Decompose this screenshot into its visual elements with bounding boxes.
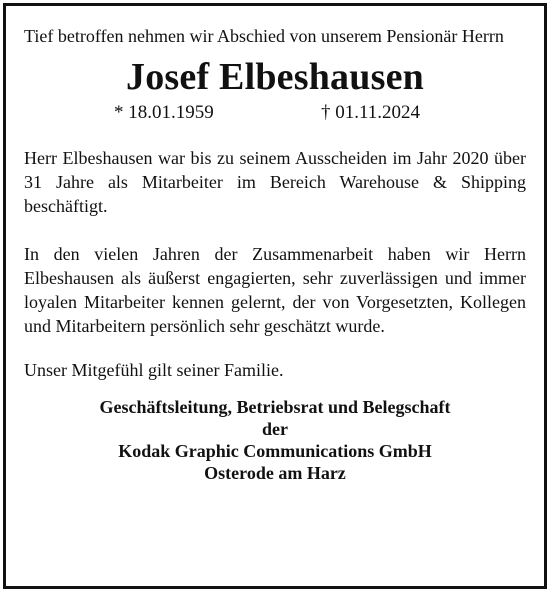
deceased-name: Josef Elbeshausen <box>126 56 424 98</box>
signature-line-staff: Geschäftsleitung, Betriebsrat und Belegschaft <box>99 397 451 417</box>
birth-date: * 18.01.1959 <box>114 102 214 123</box>
condolence-paragraph: Unser Mitgefühl gilt seiner Familie. <box>24 360 284 380</box>
life-dates <box>24 100 526 126</box>
obituary-notice <box>24 26 526 484</box>
signature-line-company: Kodak Graphic Communications GmbH <box>118 441 432 461</box>
intro-text: Tief betroffen nehmen wir Abschied von unserem Pensionär Herrn <box>24 26 504 46</box>
tribute-paragraph: In den vielen Jahren der Zusammenarbeit haben wir Herrn Elbeshausen als äußerst engagierten, sehr zuverlässigen und immer loyalen Mitarbeiter kennen gelernt, der von Vorgesetzten, Kollegen und Mitarbeitern persönlich sehr geschätzt wurde. <box>24 244 526 336</box>
career-paragraph: Herr Elbeshausen war bis zu seinem Ausscheiden im Jahr 2020 über 31 Jahre als Mitarbeiter im Bereich Warehouse & Shipping beschäftigt. <box>24 148 526 216</box>
death-date: † 01.11.2024 <box>321 102 421 123</box>
signature-block <box>24 396 526 484</box>
signature-line-location: Osterode am Harz <box>204 463 346 483</box>
signature-line-der: der <box>262 419 288 439</box>
